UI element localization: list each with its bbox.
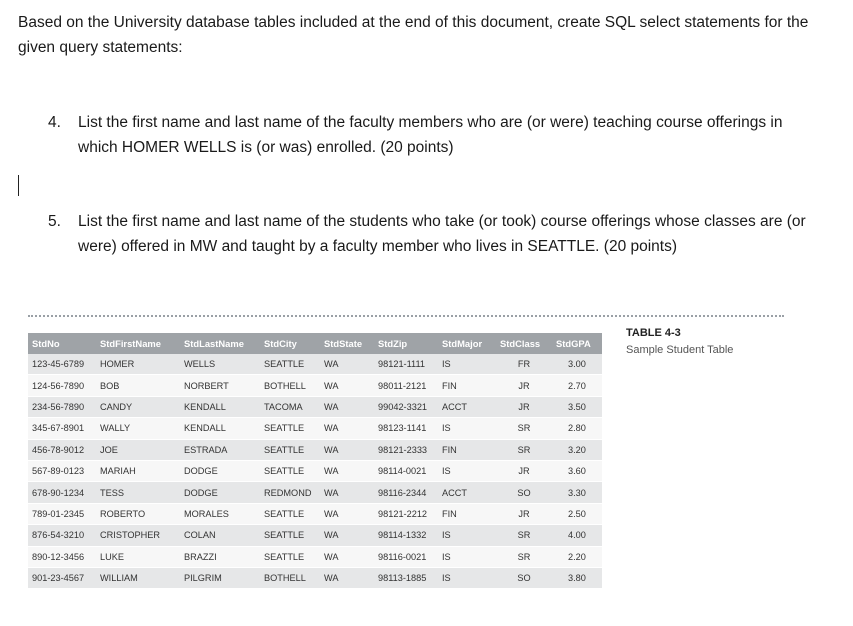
table-row bbox=[28, 375, 602, 396]
cell-stdcity: SEATTLE bbox=[260, 418, 320, 439]
cell-stdlastname: MORALES bbox=[180, 503, 260, 524]
table-caption bbox=[626, 325, 733, 359]
header-stdno: StdNo bbox=[28, 333, 96, 354]
cell-stdfirstname: WALLY bbox=[96, 418, 180, 439]
table-row bbox=[28, 503, 602, 524]
cell-stdzip: 98123-1141 bbox=[374, 418, 438, 439]
cell-stdgpa: 3.60 bbox=[552, 460, 602, 481]
table-row bbox=[28, 567, 602, 588]
cell-stdzip: 98121-1111 bbox=[374, 354, 438, 375]
header-stdcity: StdCity bbox=[260, 333, 320, 354]
header-stdstate: StdState bbox=[320, 333, 374, 354]
table-top-divider bbox=[28, 315, 784, 317]
table-header-row bbox=[28, 333, 602, 354]
cell-stdmajor: IS bbox=[438, 546, 496, 567]
table-row bbox=[28, 396, 602, 417]
cell-stdstate: WA bbox=[320, 418, 374, 439]
cell-stdclass: JR bbox=[496, 375, 552, 396]
cell-stdmajor: IS bbox=[438, 525, 496, 546]
cell-stdclass: SR bbox=[496, 525, 552, 546]
question-5 bbox=[48, 209, 808, 259]
header-stdzip: StdZip bbox=[374, 333, 438, 354]
cell-stdmajor: FIN bbox=[438, 439, 496, 460]
cell-stdgpa: 3.00 bbox=[552, 354, 602, 375]
cell-stdfirstname: JOE bbox=[96, 439, 180, 460]
cell-stdmajor: IS bbox=[438, 567, 496, 588]
cell-stdmajor: FIN bbox=[438, 375, 496, 396]
cell-stdzip: 98121-2212 bbox=[374, 503, 438, 524]
header-stdmajor: StdMajor bbox=[438, 333, 496, 354]
cell-stdstate: WA bbox=[320, 439, 374, 460]
header-stdgpa: StdGPA bbox=[552, 333, 602, 354]
table-body bbox=[28, 354, 602, 589]
table-row bbox=[28, 482, 602, 503]
cell-stdclass: SR bbox=[496, 439, 552, 460]
cell-stdstate: WA bbox=[320, 546, 374, 567]
table-row bbox=[28, 525, 602, 546]
cell-stdcity: BOTHELL bbox=[260, 567, 320, 588]
cell-stdmajor: ACCT bbox=[438, 396, 496, 417]
cell-stdstate: WA bbox=[320, 460, 374, 481]
cell-stdzip: 98121-2333 bbox=[374, 439, 438, 460]
header-stdlastname: StdLastName bbox=[180, 333, 260, 354]
cell-stdcity: SEATTLE bbox=[260, 439, 320, 460]
cell-stdgpa: 4.00 bbox=[552, 525, 602, 546]
cell-stdlastname: DODGE bbox=[180, 482, 260, 503]
cell-stdgpa: 3.50 bbox=[552, 396, 602, 417]
student-table bbox=[28, 333, 602, 589]
question-number: 4. bbox=[48, 114, 61, 131]
question-text: List the first name and last name of the students who take (or took) course offerings whose classes are (or were) offered in MW and taught by a faculty member who lives in SEATTLE. (20 points) bbox=[78, 213, 806, 255]
cell-stdzip: 98114-1332 bbox=[374, 525, 438, 546]
cell-stdno: 901-23-4567 bbox=[28, 567, 96, 588]
cell-stdfirstname: MARIAH bbox=[96, 460, 180, 481]
cell-stdgpa: 3.20 bbox=[552, 439, 602, 460]
cell-stdno: 567-89-0123 bbox=[28, 460, 96, 481]
cell-stdfirstname: WILLIAM bbox=[96, 567, 180, 588]
cell-stdstate: WA bbox=[320, 525, 374, 546]
cell-stdzip: 99042-3321 bbox=[374, 396, 438, 417]
cell-stdlastname: KENDALL bbox=[180, 418, 260, 439]
table-row bbox=[28, 439, 602, 460]
cell-stdgpa: 3.30 bbox=[552, 482, 602, 503]
question-number: 5. bbox=[48, 213, 61, 230]
cell-stdlastname: DODGE bbox=[180, 460, 260, 481]
cell-stdgpa: 2.80 bbox=[552, 418, 602, 439]
cell-stdclass: SR bbox=[496, 418, 552, 439]
text-cursor bbox=[18, 175, 19, 196]
cell-stdclass: SR bbox=[496, 546, 552, 567]
cell-stdlastname: PILGRIM bbox=[180, 567, 260, 588]
cell-stdgpa: 3.80 bbox=[552, 567, 602, 588]
cell-stdlastname: COLAN bbox=[180, 525, 260, 546]
cell-stdmajor: FIN bbox=[438, 503, 496, 524]
cell-stdno: 678-90-1234 bbox=[28, 482, 96, 503]
cell-stdfirstname: TESS bbox=[96, 482, 180, 503]
cell-stdcity: SEATTLE bbox=[260, 460, 320, 481]
table-row bbox=[28, 354, 602, 375]
cell-stdmajor: IS bbox=[438, 354, 496, 375]
cell-stdclass: FR bbox=[496, 354, 552, 375]
cell-stdfirstname: CRISTOPHER bbox=[96, 525, 180, 546]
cell-stdcity: SEATTLE bbox=[260, 546, 320, 567]
cell-stdmajor: IS bbox=[438, 460, 496, 481]
cell-stdcity: BOTHELL bbox=[260, 375, 320, 396]
cell-stdfirstname: LUKE bbox=[96, 546, 180, 567]
cell-stdno: 234-56-7890 bbox=[28, 396, 96, 417]
cell-stdclass: JR bbox=[496, 396, 552, 417]
cell-stdfirstname: BOB bbox=[96, 375, 180, 396]
cell-stdcity: SEATTLE bbox=[260, 503, 320, 524]
cell-stdlastname: ESTRADA bbox=[180, 439, 260, 460]
question-text: List the first name and last name of the faculty members who are (or were) teaching course offerings in which HOMER WELLS is (or was) enrolled. (20 points) bbox=[78, 114, 783, 156]
cell-stdgpa: 2.50 bbox=[552, 503, 602, 524]
cell-stdstate: WA bbox=[320, 354, 374, 375]
cell-stdclass: SO bbox=[496, 567, 552, 588]
cell-stdlastname: KENDALL bbox=[180, 396, 260, 417]
cell-stdcity: REDMOND bbox=[260, 482, 320, 503]
cell-stdmajor: IS bbox=[438, 418, 496, 439]
cell-stdzip: 98011-2121 bbox=[374, 375, 438, 396]
header-stdclass: StdClass bbox=[496, 333, 552, 354]
cell-stdstate: WA bbox=[320, 482, 374, 503]
table-row bbox=[28, 460, 602, 481]
cell-stdstate: WA bbox=[320, 375, 374, 396]
cell-stdclass: JR bbox=[496, 460, 552, 481]
cell-stdno: 890-12-3456 bbox=[28, 546, 96, 567]
table-caption-subtitle: Sample Student Table bbox=[626, 344, 734, 356]
cell-stdgpa: 2.70 bbox=[552, 375, 602, 396]
intro-paragraph: Based on the University database tables included at the end of this document, create SQL select statements for the given query statements: bbox=[18, 14, 809, 56]
cell-stdlastname: BRAZZI bbox=[180, 546, 260, 567]
cell-stdcity: SEATTLE bbox=[260, 525, 320, 546]
cell-stdstate: WA bbox=[320, 503, 374, 524]
cell-stdlastname: WELLS bbox=[180, 354, 260, 375]
table-caption-title: TABLE 4-3 bbox=[626, 327, 681, 339]
cell-stdfirstname: CANDY bbox=[96, 396, 180, 417]
cell-stdfirstname: ROBERTO bbox=[96, 503, 180, 524]
cell-stdno: 876-54-3210 bbox=[28, 525, 96, 546]
cell-stdstate: WA bbox=[320, 567, 374, 588]
cell-stdno: 345-67-8901 bbox=[28, 418, 96, 439]
question-4 bbox=[48, 110, 808, 160]
cell-stdzip: 98114-0021 bbox=[374, 460, 438, 481]
cell-stdclass: JR bbox=[496, 503, 552, 524]
cell-stdfirstname: HOMER bbox=[96, 354, 180, 375]
cell-stdclass: SO bbox=[496, 482, 552, 503]
cell-stdno: 456-78-9012 bbox=[28, 439, 96, 460]
cell-stdgpa: 2.20 bbox=[552, 546, 602, 567]
cell-stdstate: WA bbox=[320, 396, 374, 417]
cell-stdno: 124-56-7890 bbox=[28, 375, 96, 396]
cell-stdno: 789-01-2345 bbox=[28, 503, 96, 524]
header-stdfirstname: StdFirstName bbox=[96, 333, 180, 354]
table-row bbox=[28, 546, 602, 567]
cell-stdcity: SEATTLE bbox=[260, 354, 320, 375]
cell-stdno: 123-45-6789 bbox=[28, 354, 96, 375]
cell-stdcity: TACOMA bbox=[260, 396, 320, 417]
table-row bbox=[28, 418, 602, 439]
cell-stdlastname: NORBERT bbox=[180, 375, 260, 396]
cell-stdzip: 98113-1885 bbox=[374, 567, 438, 588]
cell-stdzip: 98116-2344 bbox=[374, 482, 438, 503]
cell-stdzip: 98116-0021 bbox=[374, 546, 438, 567]
cell-stdmajor: ACCT bbox=[438, 482, 496, 503]
